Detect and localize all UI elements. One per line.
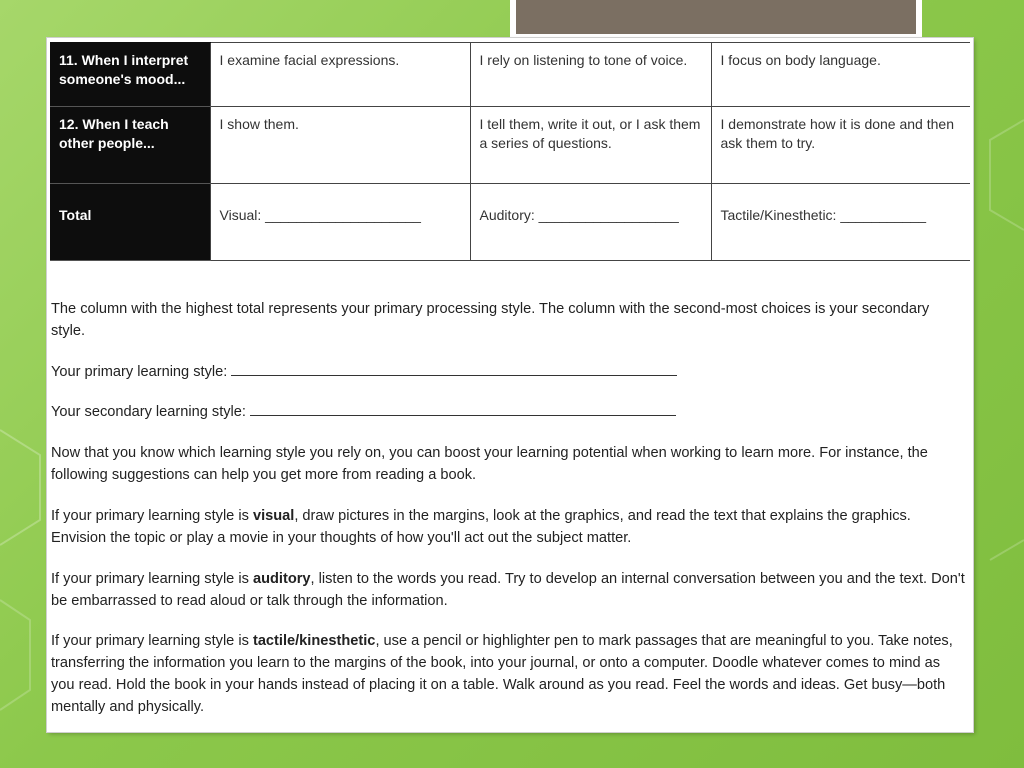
tactile-total-field[interactable]: Tactile/Kinesthetic: ___________ — [711, 184, 970, 261]
tactile-paragraph — [51, 630, 966, 718]
table-row — [50, 43, 970, 107]
visual-pre: If your primary learning style is — [51, 508, 253, 524]
row-label-text: When I interpret someone's mood... — [59, 52, 189, 87]
auditory-post: , listen to the words you read. Try to develop an internal conversation between you and the text. Don't be embarrassed to read aloud or talk through the information. — [51, 571, 965, 609]
visual-cell: I show them. — [210, 107, 470, 184]
auditory-pre: If your primary learning style is — [51, 571, 253, 587]
tactile-keyword: tactile/kinesthetic — [252, 633, 376, 649]
visual-keyword: visual — [252, 508, 295, 524]
row-label — [50, 107, 210, 184]
auditory-cell: I rely on listening to tone of voice. — [470, 43, 711, 107]
tactile-cell: I focus on body language. — [711, 43, 970, 107]
title-placeholder-tab — [510, 0, 922, 40]
table-row — [50, 107, 970, 184]
auditory-cell: I tell them, write it out, or I ask them a series of questions. — [470, 107, 711, 184]
row-label-post: other people... — [59, 135, 155, 151]
secondary-style-line — [51, 401, 676, 423]
secondary-style-label: Your secondary learning style: — [51, 404, 246, 420]
row-label — [50, 43, 210, 107]
visual-cell: I examine facial expressions. — [210, 43, 470, 107]
primary-style-label: Your primary learning style: — [51, 364, 228, 380]
row-label-bold: teach — [132, 116, 169, 132]
tactile-cell: I demonstrate how it is done and then ask them to try. — [711, 107, 970, 184]
scoring-paragraph: The column with the highest total represents your primary processing style. The column with the second-most choices is your secondary style. — [51, 301, 930, 339]
row-label-pre: When I — [78, 116, 133, 132]
primary-style-line — [51, 361, 677, 383]
visual-total-field[interactable]: Visual: ____________________ — [210, 184, 470, 261]
secondary-style-input[interactable] — [250, 401, 676, 416]
visual-paragraph — [51, 505, 966, 549]
auditory-keyword: auditory — [252, 571, 311, 587]
total-row — [50, 184, 970, 261]
row-number: 11. — [59, 52, 78, 68]
learning-style-table — [50, 42, 970, 261]
primary-style-input[interactable] — [231, 361, 677, 376]
tactile-post: , use a pencil or highlighter pen to mark passages that are meaningful to you. Take notes, transferring the information you learn to the margins of the book, into your journal, or onto a computer. Doodle whatever comes to mind as you read. Hold the book in your hands instead of placing it on a table. Walk around as you read. Feel the words and ideas. Get busy—both mentally and physically. — [51, 633, 953, 715]
title-placeholder-bar — [516, 0, 916, 34]
total-label: Total — [50, 184, 210, 261]
intro-paragraph: Now that you know which learning style you rely on, you can boost your learning potential when working to learn more. For instance, the following suggestions can help you get more from reading a book. — [51, 445, 928, 483]
auditory-total-field[interactable]: Auditory: __________________ — [470, 184, 711, 261]
auditory-paragraph — [51, 568, 966, 612]
visual-post: , draw pictures in the margins, look at the graphics, and read the text that explains the graphics. Envision the topic or play a movie in your thoughts of how you'll act out the subject matter. — [51, 508, 911, 546]
document-sheet — [47, 38, 973, 732]
row-number: 12. — [59, 116, 79, 132]
tactile-pre: If your primary learning style is — [51, 633, 253, 649]
